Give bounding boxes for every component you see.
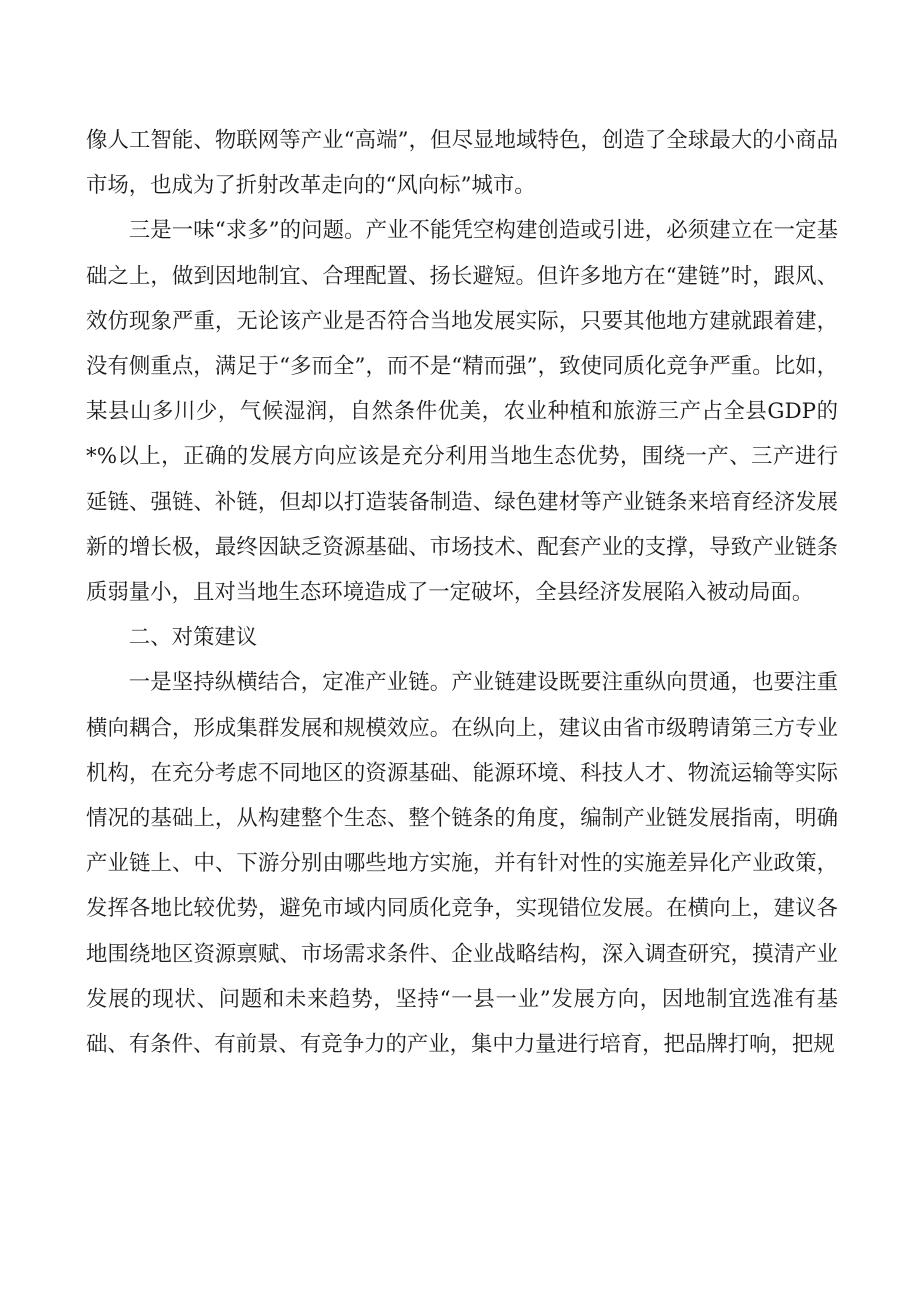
section-heading-countermeasures: 二、对策建议: [128, 625, 258, 651]
paragraph-problem-three: 三是一味“求多”的问题。产业不能凭空构建创造或引进，必须建立在一定基础之上，做到因地制宜、合理配置、扬长避短。但许多地方在“建链”时，跟风、效仿现象严重，无论该产业是否符合当地发展实际，只要其他地方建就跟着建，没有侧重点，满足于“多而全”，而不是“精而强”，致使同质化竞争严重。比如，某县山多川少，气候湿润，自然条件优美，农业种植和旅游三产占全县GDP的*%以上，正确的发展方向应该是充分利用当地生态优势，围绕一产、三产进行延链、强链、补链，但却以打造装备制造、绿色建材等产业链条来培育经济发展新的增长极，最终因缺乏资源基础、市场技术、配套产业的支撑，导致产业链条质弱量小，且对当地生态环境造成了一定破坏，全县经济发展陷入被动局面。: [86, 218, 838, 606]
paragraph-suggestion-one: 一是坚持纵横结合，定准产业链。产业链建设既要注重纵向贯通，也要注重横向耦合，形成集群发展和规模效应。在纵向上，建议由省市级聘请第三方专业机构，在充分考虑不同地区的资源基础、能源环境、科技人才、物流运输等实际情况的基础上，从构建整个生态、整个链条的角度，编制产业链发展指南，明确产业链上、中、下游分别由哪些地方实施，并有针对性的实施差异化产业政策，发挥各地比较优势，避免市域内同质化竞争，实现错位发展。在横向上，建议各地围绕地区资源禀赋、市场需求条件、企业战略结构，深入调查研究，摸清产业发展的现状、问题和未来趋势，坚持“一县一业”发展方向，因地制宜选准有基础、有条件、有前景、有竞争力的产业，集中力量进行培育，把品牌打响，把规: [86, 670, 838, 1058]
document-page: [86, 118, 838, 1067]
paragraph-continuation: 像人工智能、物联网等产业“高端”，但尽显地域特色，创造了全球最大的小商品市场，也成为了折射改革走向的“风向标”城市。: [86, 128, 838, 199]
